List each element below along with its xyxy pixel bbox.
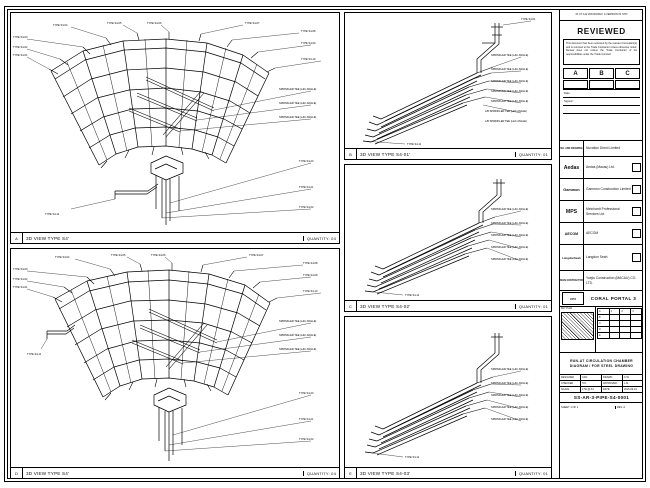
svg-text:SPRINKLER TEE (L&C ANGLE): SPRINKLER TEE (L&C ANGLE) bbox=[491, 406, 529, 409]
viewport-e-titlebar bbox=[345, 467, 551, 478]
svg-text:TYPE S4-02: TYPE S4-02 bbox=[13, 278, 28, 281]
viewport-d-canvas bbox=[11, 249, 339, 467]
main-contractor-label: MAIN CONTRACTOR bbox=[560, 271, 584, 290]
svg-text:SPRINKLER TEE (L&C ANGLE): SPRINKLER TEE (L&C ANGLE) bbox=[279, 88, 317, 91]
kp-cell bbox=[620, 332, 631, 338]
sig-designed-label: DESIGNED bbox=[560, 375, 581, 380]
drawing-title: RUN-AT CIRCULATION CHAMBER DIAGRAM / FOR STEEL DRAWING bbox=[569, 358, 634, 368]
kp-cell bbox=[609, 332, 620, 338]
viewport-b-quantity: QUANTITY: 01 bbox=[515, 152, 551, 157]
review-sign-label: Signed : bbox=[564, 100, 574, 103]
svg-text:TYPE S4-08: TYPE S4-08 bbox=[303, 262, 318, 265]
aecom-logo: AECOM bbox=[560, 223, 584, 244]
svg-text:TYPE S4-06: TYPE S4-06 bbox=[147, 22, 162, 25]
review-paragraph: This document has been reviewed by the relevant Consultant(s) and is returned to the Trade Contractor unless otherwise noted. Review does not relieve the Trade Contractor of his responsibilities under the Trade Contract. bbox=[563, 39, 640, 65]
svg-text:TYPE S4-01: TYPE S4-01 bbox=[13, 54, 28, 57]
consultant-row-gammon bbox=[560, 179, 643, 201]
sheet-label: SHEET 1 OF 1 bbox=[560, 406, 616, 409]
sig-drawn-label: DRAWN bbox=[602, 375, 623, 380]
viewport-b-canvas bbox=[345, 13, 551, 148]
viewport-d-quantity: QUANTITY: 04 bbox=[303, 471, 339, 476]
viewport-e-bubble: E bbox=[345, 468, 357, 478]
gammon-logo: Gammon bbox=[560, 179, 584, 200]
gammon-signoff-box[interactable] bbox=[632, 185, 641, 194]
svg-text:SPRINKLER TEE (L&C ANGLE): SPRINKLER TEE (L&C ANGLE) bbox=[491, 222, 529, 225]
review-extra-row-1 bbox=[563, 105, 640, 113]
review-date-row bbox=[563, 89, 640, 97]
review-grade-a[interactable]: A bbox=[563, 68, 588, 79]
keyplan-table-wrap bbox=[596, 307, 643, 352]
svg-text:TYPE S4-22: TYPE S4-22 bbox=[299, 206, 314, 209]
sig-row-3 bbox=[560, 386, 643, 392]
sig-row-1 bbox=[560, 375, 643, 380]
drawing-code-text: 01 07 A12 201004 REV. A VERSION 01 STD bbox=[575, 13, 628, 16]
svg-text:SPRINKLER TEE (L&C ANGLE): SPRINKLER TEE (L&C ANGLE) bbox=[491, 382, 529, 385]
svg-text:TYPE S4-06: TYPE S4-06 bbox=[151, 254, 166, 257]
client-label: NO. AND DRAWING bbox=[560, 141, 584, 156]
svg-text:TYPE S4-08: TYPE S4-08 bbox=[301, 30, 316, 33]
kp-cell bbox=[631, 332, 642, 338]
sig-date-value: 2015-09-24 bbox=[624, 388, 637, 391]
svg-text:L/B SPRINKLER TEE (L&C ANGLE): L/B SPRINKLER TEE (L&C ANGLE) bbox=[485, 110, 527, 113]
main-contractor-name: Yuejiu Construction (MACAU) CO. LTD. bbox=[586, 276, 637, 285]
svg-text:TYPE S4-03: TYPE S4-03 bbox=[13, 268, 28, 271]
keyplan-table bbox=[597, 308, 642, 339]
svg-text:TYPE S4-01: TYPE S4-01 bbox=[13, 286, 28, 289]
aecom-name: AECOM bbox=[586, 231, 599, 236]
sig-scale-value: 1:50 @ A1 bbox=[581, 387, 602, 392]
langdonseah-name: Langdon Seah bbox=[586, 255, 608, 260]
svg-text:TYPE S4-05: TYPE S4-05 bbox=[111, 254, 126, 257]
keyplan-block bbox=[560, 307, 643, 353]
review-sign-row bbox=[563, 97, 640, 105]
viewport-d-bubble: D bbox=[11, 468, 23, 478]
svg-text:TYPE S4-04: TYPE S4-04 bbox=[55, 256, 70, 259]
svg-text:TYPE S4-02: TYPE S4-02 bbox=[13, 46, 28, 49]
svg-text:SPRINKLER TEE (L&C ANGLE): SPRINKLER TEE (L&C ANGLE) bbox=[491, 246, 529, 249]
project-name: CORAL PORTAL 3 bbox=[590, 296, 637, 301]
keyplan-notes bbox=[560, 307, 596, 352]
svg-text:SPRINKLER TEE (L&C ANGLE): SPRINKLER TEE (L&C ANGLE) bbox=[491, 208, 529, 211]
svg-text:TYPE S4-03: TYPE S4-03 bbox=[13, 36, 28, 39]
viewport-3d-view-type-s4-02[interactable] bbox=[344, 164, 552, 312]
svg-text:TYPE S4-09: TYPE S4-09 bbox=[303, 274, 318, 277]
svg-text:TYPE S4-04: TYPE S4-04 bbox=[53, 24, 68, 27]
aecom-signoff-box[interactable] bbox=[632, 229, 641, 238]
sig-drawn-value: C.W. bbox=[624, 376, 630, 379]
viewport-a-quantity: QUANTITY: 04 bbox=[303, 236, 339, 241]
viewport-a-bubble: A bbox=[11, 233, 23, 243]
consultant-row-langdonseah bbox=[560, 245, 643, 271]
rev-label: REV. A bbox=[617, 405, 626, 409]
viewport-d-title: 3D VIEW TYPE S4' bbox=[26, 470, 70, 476]
review-heading: REVIEWED bbox=[577, 27, 626, 36]
svg-text:SPRINKLER TEE (L&C ANGLE): SPRINKLER TEE (L&C ANGLE) bbox=[491, 258, 529, 261]
svg-text:TYPE S4-11: TYPE S4-11 bbox=[407, 143, 422, 146]
review-extra-row-2 bbox=[563, 113, 640, 121]
drawing-title-row bbox=[560, 353, 643, 375]
review-checkbox-a[interactable] bbox=[563, 80, 588, 89]
svg-text:TYPE S4-09: TYPE S4-09 bbox=[301, 42, 316, 45]
viewport-b-titlebar bbox=[345, 148, 551, 159]
aedas-logo: Aedas bbox=[560, 157, 584, 178]
client-name: Nuvation Direct Limited bbox=[586, 146, 621, 151]
gammon-name: Gammon Construction Limited bbox=[586, 187, 631, 192]
drawing-number: SS-AR-3-PIPE-S4-0001 bbox=[573, 395, 630, 400]
viewport-d-titlebar bbox=[11, 467, 339, 478]
kp-cell: 2 bbox=[620, 309, 631, 315]
svg-text:SPRINKLER TEE (L&C ANGLE): SPRINKLER TEE (L&C ANGLE) bbox=[491, 100, 529, 103]
kp-cell: C bbox=[598, 320, 610, 326]
review-grade-c[interactable]: C bbox=[615, 68, 640, 79]
kp-cell: 3 bbox=[631, 309, 642, 315]
aedas-signoff-box[interactable] bbox=[632, 163, 641, 172]
project-row bbox=[560, 291, 643, 307]
svg-text:TYPE S4-21: TYPE S4-21 bbox=[299, 418, 314, 421]
langdonseah-logo: LangdonSeah bbox=[560, 245, 584, 270]
svg-text:TYPE S4-20: TYPE S4-20 bbox=[299, 160, 314, 163]
viewport-e-title: 3D VIEW TYPE S4-03' bbox=[360, 470, 411, 476]
viewport-c-canvas bbox=[345, 165, 551, 300]
svg-text:SPRINKLER TEE (L&C ANGLE): SPRINKLER TEE (L&C ANGLE) bbox=[491, 418, 529, 421]
svg-text:SPRINKLER TEE (L&C ANGLE): SPRINKLER TEE (L&C ANGLE) bbox=[279, 320, 317, 323]
svg-text:TYPE S4-11: TYPE S4-11 bbox=[45, 213, 60, 216]
svg-text:SPRINKLER TEE (L&C ANGLE): SPRINKLER TEE (L&C ANGLE) bbox=[491, 54, 529, 57]
viewport-3d-view-type-s4-01[interactable] bbox=[344, 12, 552, 160]
svg-text:SPRINKLER TEE (L&C ANGLE): SPRINKLER TEE (L&C ANGLE) bbox=[491, 394, 529, 397]
consultant-row-mps bbox=[560, 201, 643, 223]
viewport-b-title: 3D VIEW TYPE S4-01' bbox=[360, 151, 411, 157]
viewport-3d-view-type-s4-bottom[interactable] bbox=[10, 248, 340, 479]
svg-text:TYPE S4-10: TYPE S4-10 bbox=[303, 290, 318, 293]
sig-designed-value: CAD bbox=[581, 375, 602, 380]
sig-checked-label: CHECKED bbox=[560, 381, 581, 386]
viewport-a-title: 3D VIEW TYPE S4' bbox=[26, 235, 70, 241]
sig-row-2 bbox=[560, 380, 643, 386]
review-grade-b[interactable]: B bbox=[589, 68, 614, 79]
drawing-number-row bbox=[560, 393, 643, 403]
kp-cell: E bbox=[598, 332, 610, 338]
svg-text:SPRINKLER TEE (L&C ANGLE): SPRINKLER TEE (L&C ANGLE) bbox=[279, 116, 317, 119]
review-checkbox-b[interactable] bbox=[589, 80, 614, 89]
svg-text:TYPE S4-05: TYPE S4-05 bbox=[107, 22, 122, 25]
svg-text:SPRINKLER TEE (L&C ANGLE): SPRINKLER TEE (L&C ANGLE) bbox=[491, 368, 529, 371]
keyplan-graphic bbox=[561, 312, 594, 340]
kp-cell: A bbox=[598, 309, 610, 315]
svg-text:TYPE S4-07: TYPE S4-07 bbox=[249, 254, 264, 257]
svg-text:SPRINKLER TEE (L&C ANGLE): SPRINKLER TEE (L&C ANGLE) bbox=[491, 90, 529, 93]
viewport-e-canvas bbox=[345, 317, 551, 467]
keyplan-label: KEY PLAN bbox=[561, 308, 573, 310]
sig-date-label: DATE bbox=[602, 387, 623, 392]
svg-text:TYPE S4-07: TYPE S4-07 bbox=[245, 22, 260, 25]
svg-text:SPRINKLER TEE (L&C ANGLE): SPRINKLER TEE (L&C ANGLE) bbox=[491, 80, 529, 83]
svg-text:TYPE S4-21: TYPE S4-21 bbox=[299, 186, 314, 189]
viewport-b-bubble: B bbox=[345, 149, 357, 159]
viewport-c-title: 3D VIEW TYPE S4-02' bbox=[360, 303, 411, 309]
langdonseah-signoff-box[interactable] bbox=[632, 253, 641, 262]
viewport-3d-view-type-s4-03[interactable] bbox=[344, 316, 552, 479]
consultant-row-aedas bbox=[560, 157, 643, 179]
sig-checked-value: H.K. bbox=[581, 381, 602, 386]
review-grade-boxes bbox=[563, 68, 640, 79]
drawing-footer-row bbox=[560, 403, 643, 411]
aedas-name: Aedas (Macau) Ltd. bbox=[586, 165, 615, 170]
consultant-row-aecom bbox=[560, 223, 643, 245]
viewport-c-titlebar bbox=[345, 300, 551, 311]
title-block bbox=[559, 9, 643, 479]
signature-grid bbox=[560, 375, 643, 393]
svg-text:TYPE S4-11: TYPE S4-11 bbox=[405, 294, 420, 297]
viewport-e-quantity: QUANTITY: 01 bbox=[515, 471, 551, 476]
kp-cell: D bbox=[598, 326, 610, 332]
svg-text:TYPE S4-11: TYPE S4-11 bbox=[405, 456, 420, 459]
mps-signoff-box[interactable] bbox=[632, 207, 641, 216]
review-stamp bbox=[560, 21, 643, 141]
mps-logo: MPS bbox=[560, 201, 584, 222]
svg-text:SPRINKLER TEE (L&C ANGLE): SPRINKLER TEE (L&C ANGLE) bbox=[279, 102, 317, 105]
review-checkboxes bbox=[563, 80, 640, 89]
viewport-3d-view-type-s4-top[interactable] bbox=[10, 12, 340, 244]
svg-text:L/B SPRINKLER TEE (L&C ANGLE): L/B SPRINKLER TEE (L&C ANGLE) bbox=[485, 120, 527, 123]
svg-text:TYPE S4-20: TYPE S4-20 bbox=[299, 392, 314, 395]
project-logo: CP3 bbox=[562, 292, 584, 305]
viewport-a-canvas bbox=[11, 13, 339, 232]
mps-name: Meinhardt Professional Services Ltd. bbox=[586, 207, 620, 216]
viewport-c-bubble: C bbox=[345, 301, 357, 311]
svg-text:SPRINKLER TEE (L&C ANGLE): SPRINKLER TEE (L&C ANGLE) bbox=[279, 348, 317, 351]
svg-text:TYPE S4-10: TYPE S4-10 bbox=[301, 58, 316, 61]
viewport-c-quantity: QUANTITY: 01 bbox=[515, 304, 551, 309]
sig-scale-label: SCALE bbox=[560, 387, 581, 392]
review-checkbox-c[interactable] bbox=[615, 80, 640, 89]
svg-text:SPRINKLER TEE (L&C ANGLE): SPRINKLER TEE (L&C ANGLE) bbox=[279, 334, 317, 337]
svg-text:SPRINKLER TEE (L&C ANGLE): SPRINKLER TEE (L&C ANGLE) bbox=[491, 234, 529, 237]
sig-approved-label: APPROVED bbox=[602, 381, 623, 386]
review-date-label: Date : bbox=[564, 92, 572, 95]
sig-approved-value: L.M. bbox=[624, 382, 629, 385]
kp-cell: B bbox=[598, 314, 610, 320]
main-contractor-row bbox=[560, 271, 643, 291]
drawing-code-row bbox=[560, 9, 643, 21]
svg-text:TYPE S4-11: TYPE S4-11 bbox=[27, 353, 42, 356]
viewport-a-titlebar bbox=[11, 232, 339, 243]
svg-text:TYPE S4-01: TYPE S4-01 bbox=[521, 18, 536, 21]
kp-cell: 1 bbox=[609, 309, 620, 315]
svg-text:TYPE S4-22: TYPE S4-22 bbox=[299, 438, 314, 441]
svg-text:SPRINKLER TEE (L&C ANGLE): SPRINKLER TEE (L&C ANGLE) bbox=[491, 68, 529, 71]
client-row bbox=[560, 141, 643, 157]
